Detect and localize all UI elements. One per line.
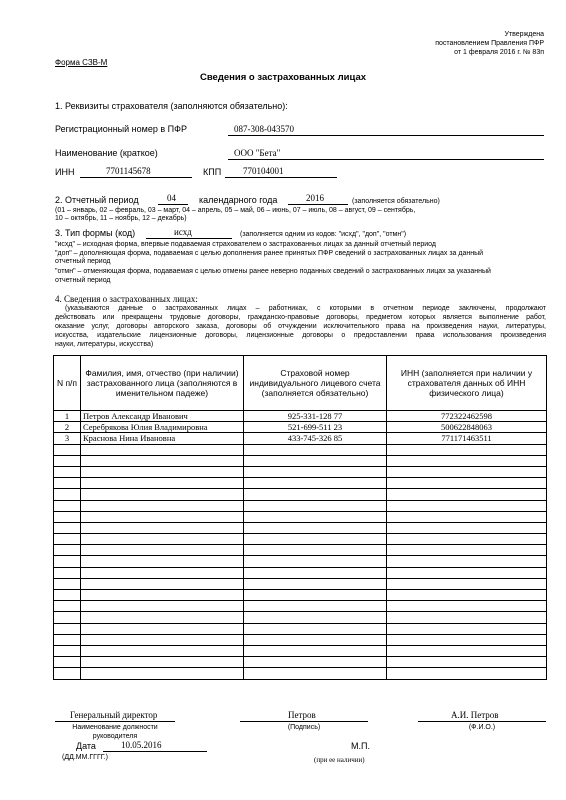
row-full-name: [81, 645, 244, 656]
form-name: Форма СЗВ-М: [55, 58, 108, 67]
table-row: [54, 623, 547, 634]
row-number: [54, 511, 81, 522]
row-number: [54, 489, 81, 500]
row-snils: 433-745-326 85: [244, 433, 387, 444]
kpp-label: КПП: [203, 167, 222, 177]
row-number: [54, 567, 81, 578]
desc-otmn-1: "отмн" – отменяющая форма, подаваемая с целью отмены ранее неверно поданных сведений о застрахованных лицах за указанный: [55, 268, 491, 275]
row-snils: [244, 634, 387, 645]
table-row: [54, 478, 547, 489]
row-snils: [244, 500, 387, 511]
table-row: [54, 578, 547, 589]
row-snils: [244, 455, 387, 466]
row-number: 1: [54, 411, 81, 422]
date-format: (ДД.ММ.ГГГГ.): [62, 754, 108, 761]
section2-heading: 2. Отчетный период: [55, 195, 139, 205]
row-inn: [387, 645, 547, 656]
signature-line: [240, 721, 368, 722]
table-row: [54, 433, 547, 444]
table-row: [54, 422, 547, 433]
section4-desc-1: (указываются данные о застрахованных лицах – работниках, с которыми в отчетном периоде заключены, продолжают: [65, 305, 546, 312]
row-inn: [387, 500, 547, 511]
row-inn: [387, 601, 547, 612]
position-line: [55, 721, 175, 722]
row-inn: [387, 578, 547, 589]
row-inn: [387, 511, 547, 522]
period-note: (заполняется обязательно): [352, 198, 440, 205]
row-inn: 772322462598: [387, 411, 547, 422]
row-inn: [387, 545, 547, 556]
row-full-name: [81, 534, 244, 545]
row-snils: [244, 444, 387, 455]
section4-desc-3: оказание услуг, договоры авторского заказа, договоры об отчуждении исключительного права на произведения науки, литературы,: [55, 323, 546, 330]
header-snils: Страховой номер индивидуального лицевого счета (заполняется обязательно): [244, 356, 387, 411]
table-row: [54, 668, 547, 679]
row-inn: [387, 567, 547, 578]
desc-otmn-2: отчетный период: [55, 277, 111, 284]
row-inn: [387, 444, 547, 455]
row-number: [54, 601, 81, 612]
table-row: [54, 567, 547, 578]
row-inn: [387, 612, 547, 623]
short-name-line: [228, 159, 544, 160]
row-full-name: [81, 556, 244, 567]
row-snils: [244, 511, 387, 522]
row-snils: [244, 578, 387, 589]
table-row: [54, 466, 547, 477]
row-inn: [387, 455, 547, 466]
months-legend-2: 10 – октябрь, 11 – ноябрь, 12 – декабрь): [55, 215, 187, 222]
row-full-name: [81, 590, 244, 601]
page-title: Сведения о застрахованных лицах: [199, 72, 367, 83]
row-full-name: [81, 489, 244, 500]
reg-number-label: Регистрационный номер в ПФР: [55, 124, 187, 134]
fio-line: [418, 721, 546, 722]
table-row: [54, 534, 547, 545]
row-full-name: [81, 478, 244, 489]
row-full-name: [81, 623, 244, 634]
row-inn: 500622848063: [387, 422, 547, 433]
row-inn: [387, 657, 547, 668]
row-number: [54, 444, 81, 455]
row-snils: [244, 534, 387, 545]
row-full-name: [81, 511, 244, 522]
row-inn: [387, 556, 547, 567]
row-snils: [244, 601, 387, 612]
row-number: [54, 556, 81, 567]
row-snils: [244, 545, 387, 556]
section4-desc-5: науки, литературы, искусства): [55, 341, 154, 348]
row-snils: [244, 522, 387, 533]
row-number: 3: [54, 433, 81, 444]
table-row: [54, 634, 547, 645]
months-legend-1: (01 – январь, 02 – февраль, 03 – март, 04 – апрель, 05 – май, 06 – июнь, 07 – июль, 08 – август, 09 – сентябрь,: [55, 207, 416, 214]
desc-dop-2: отчетный период: [55, 258, 111, 265]
desc-dop-1: "доп" – дополняющая форма, подаваемая с целью дополнения ранее принятых ПФР сведений о застрахованных лицах за данный: [55, 250, 484, 257]
position-label-2: руководителя: [92, 733, 138, 740]
row-full-name: [81, 545, 244, 556]
row-full-name: [81, 601, 244, 612]
table-row: [54, 657, 547, 668]
row-number: [54, 466, 81, 477]
row-full-name: [81, 657, 244, 668]
row-number: [54, 668, 81, 679]
table-row: [54, 612, 547, 623]
row-snils: [244, 489, 387, 500]
row-inn: [387, 668, 547, 679]
row-number: [54, 634, 81, 645]
table-row: [54, 500, 547, 511]
row-snils: [244, 645, 387, 656]
signature-label: (Подпись): [287, 724, 321, 731]
row-full-name: [81, 567, 244, 578]
table-row: [54, 556, 547, 567]
row-full-name: Петров Александр Иванович: [81, 411, 244, 422]
approval-line-3: от 1 февраля 2016 г. № 83п: [454, 49, 544, 56]
row-number: [54, 478, 81, 489]
row-inn: [387, 489, 547, 500]
table-row: [54, 411, 547, 422]
row-inn: [387, 478, 547, 489]
row-number: [54, 578, 81, 589]
table-row: [54, 545, 547, 556]
row-snils: [244, 623, 387, 634]
table-row: [54, 444, 547, 455]
table-row: [54, 455, 547, 466]
position-label-1: Наименование должности: [72, 724, 158, 731]
row-number: [54, 623, 81, 634]
row-snils: [244, 567, 387, 578]
row-inn: [387, 623, 547, 634]
row-number: [54, 545, 81, 556]
table-body: [54, 411, 547, 680]
period-line: [158, 204, 188, 205]
date-line: [103, 751, 207, 752]
fio-value: А.И. Петров: [451, 710, 499, 720]
year-label: календарного года: [199, 195, 278, 205]
period-value: 04: [167, 193, 176, 203]
table-row: [54, 601, 547, 612]
row-full-name: Краснова Нина Ивановна: [81, 433, 244, 444]
row-inn: [387, 634, 547, 645]
row-full-name: [81, 612, 244, 623]
date-label: Дата: [76, 741, 96, 751]
fio-label: (Ф.И.О.): [468, 724, 496, 731]
table-row: [54, 522, 547, 533]
row-full-name: [81, 522, 244, 533]
row-number: [54, 455, 81, 466]
position-value: Генеральный директор: [70, 710, 158, 720]
reg-number-value: 087-308-043570: [234, 124, 294, 134]
insured-persons-table: [53, 355, 547, 680]
row-inn: [387, 590, 547, 601]
row-snils: [244, 590, 387, 601]
form-type-value: исхд: [174, 227, 192, 237]
section4-heading: 4. Сведения о застрахованных лицах:: [55, 294, 198, 304]
row-snils: 521-699-511 23: [244, 422, 387, 433]
row-number: [54, 500, 81, 511]
date-value: 10.05.2016: [121, 740, 162, 750]
row-inn: [387, 534, 547, 545]
section3-heading: 3. Тип формы (код): [55, 228, 136, 238]
row-snils: 925-331-128 77: [244, 411, 387, 422]
header-full-name: Фамилия, имя, отчество (при наличии) застрахованного лица (заполняются в именительном падеже): [81, 356, 244, 411]
table-header-row: [54, 356, 547, 411]
row-number: [54, 590, 81, 601]
row-snils: [244, 478, 387, 489]
form-type-note: (заполняется одним из кодов: "исхд", "доп", "отмн"): [240, 231, 407, 238]
approval-line-2: постановлением Правления ПФР: [435, 40, 544, 47]
row-full-name: [81, 500, 244, 511]
row-inn: [387, 466, 547, 477]
signature-value: Петров: [288, 710, 316, 720]
stamp-note: (при ее наличии): [314, 756, 365, 764]
section4-desc-2: действовать или прекращены трудовые договоры, гражданско-правовые договоры, предметом которых является выполнение работ,: [55, 314, 546, 321]
row-snils: [244, 466, 387, 477]
row-number: [54, 612, 81, 623]
row-full-name: [81, 455, 244, 466]
row-number: [54, 645, 81, 656]
row-full-name: [81, 634, 244, 645]
reg-number-line: [228, 135, 544, 136]
row-number: 2: [54, 422, 81, 433]
row-snils: [244, 556, 387, 567]
kpp-value: 770104001: [243, 166, 284, 176]
table-row: [54, 645, 547, 656]
desc-ishd: "исхд" – исходная форма, впервые подаваемая страхователем о застрахованных лицах за данный отчетный период: [55, 241, 436, 248]
form-type-line: [146, 238, 232, 239]
row-inn: [387, 522, 547, 533]
stamp-label: М.П.: [351, 741, 370, 751]
row-snils: [244, 668, 387, 679]
row-number: [54, 657, 81, 668]
row-snils: [244, 657, 387, 668]
section4-desc-4: искусства, издательские лицензионные договоры, лицензионные договоры о предоставлении права использования произведения: [55, 332, 546, 339]
row-snils: [244, 612, 387, 623]
row-full-name: [81, 668, 244, 679]
approval-block: [435, 30, 544, 57]
year-line: [288, 204, 348, 205]
row-number: [54, 522, 81, 533]
approval-line-1: Утверждена: [504, 31, 544, 38]
row-full-name: [81, 444, 244, 455]
inn-value: 7701145678: [106, 166, 151, 176]
short-name-value: ООО "Бета": [234, 148, 281, 158]
table-row: [54, 590, 547, 601]
header-number: N п/п: [54, 356, 81, 411]
inn-line: [80, 177, 192, 178]
inn-label: ИНН: [55, 167, 75, 177]
table-row: [54, 489, 547, 500]
table-row: [54, 511, 547, 522]
kpp-line: [225, 177, 337, 178]
section1-heading: 1. Реквизиты страхователя (заполняются обязательно):: [55, 101, 288, 111]
short-name-label: Наименование (краткое): [55, 148, 158, 158]
row-full-name: Серебрякова Юлия Владимировна: [81, 422, 244, 433]
row-number: [54, 534, 81, 545]
row-inn: 771171463511: [387, 433, 547, 444]
header-inn: ИНН (заполняется при наличии у страхователя данных об ИНН физического лица): [387, 356, 547, 411]
row-full-name: [81, 466, 244, 477]
row-full-name: [81, 578, 244, 589]
year-value: 2016: [306, 193, 324, 203]
